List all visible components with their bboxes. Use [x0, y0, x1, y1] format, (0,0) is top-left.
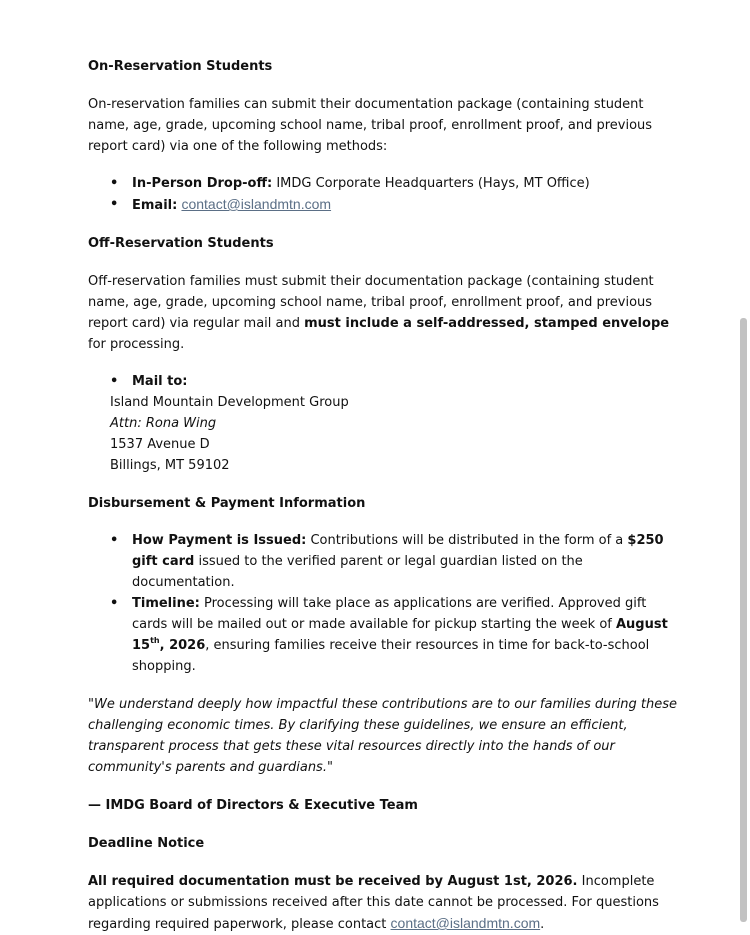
deadline-email-link[interactable]: contact@islandmtn.com — [390, 915, 541, 931]
timeline-date-year: , 2026 — [159, 638, 206, 653]
timeline-date-suffix: th — [150, 636, 160, 645]
address-line-attn: Attn: Rona Wing — [110, 416, 217, 431]
timeline-date-day: August 15 — [132, 617, 668, 653]
off-intro-end: for processing. — [88, 337, 185, 352]
dropoff-item — [88, 173, 678, 194]
dropoff-text: IMDG Corporate Headquarters (Hays, MT Office) — [272, 176, 590, 191]
deadline-heading: Deadline Notice — [88, 836, 205, 851]
scrollbar-thumb[interactable] — [740, 318, 747, 922]
timeline-item — [88, 593, 678, 677]
email-item — [88, 194, 678, 216]
payment-heading: Disbursement & Payment Information — [88, 496, 366, 511]
document-body — [88, 56, 678, 935]
off-reservation-intro — [88, 271, 678, 355]
deadline-statement: All required documentation must be received by August 1st, 2026. — [88, 874, 578, 889]
email-label: Email: — [132, 198, 178, 213]
on-reservation-intro: On-reservation families can submit their documentation package (containing student name, age, grade, upcoming school name, tribal proof, enrollment proof, and previous report card) via one of the following methods: — [88, 97, 653, 154]
dropoff-label: In-Person Drop-off: — [132, 176, 273, 191]
email-link[interactable]: contact@islandmtn.com — [181, 196, 332, 212]
address-line-org: Island Mountain Development Group — [110, 395, 349, 410]
mail-label: Mail to: — [132, 374, 188, 389]
deadline-details: Incomplete applications or submissions received after this date cannot be processed. For questions regarding required paperwork, please contact — [88, 874, 659, 932]
deadline-end: . — [540, 917, 545, 932]
address-line-city: Billings, MT 59102 — [110, 458, 230, 473]
mailing-address — [88, 392, 678, 476]
mail-list — [88, 371, 678, 392]
mail-item — [88, 371, 678, 392]
envelope-requirement: must include a self-addressed, stamped envelope — [304, 316, 670, 331]
timeline-text: Processing will take place as applications are verified. Approved gift cards will be mailed out or made available for pickup starting the week of — [132, 596, 647, 632]
on-reservation-heading: On-Reservation Students — [88, 59, 273, 74]
on-reservation-methods — [88, 173, 678, 216]
timeline-end: , ensuring families receive their resources in time for back-to-school shopping. — [132, 638, 650, 674]
off-intro-text: Off-reservation families must submit their documentation package (containing student name, age, grade, upcoming school name, tribal proof, enrollment proof, and previous report card) via regular mail and — [88, 274, 654, 331]
payment-issued-item — [88, 530, 678, 593]
off-reservation-heading: Off-Reservation Students — [88, 236, 274, 251]
payment-issued-end: issued to the verified parent or legal guardian listed on the documentation. — [132, 554, 583, 590]
payment-issued-text: Contributions will be distributed in the form of a — [306, 533, 628, 548]
payment-issued-label: How Payment is Issued: — [132, 533, 307, 548]
address-line-street: 1537 Avenue D — [110, 437, 210, 452]
board-quote: "We understand deeply how impactful these contributions are to our families during these challenging economic times. By clarifying these guidelines, we ensure an efficient, transparent process that gets these vital resources directly into the hands of our community's parents and guardians." — [88, 697, 678, 775]
quote-signature: — IMDG Board of Directors & Executive Team — [88, 798, 418, 813]
gift-card-amount: $250 gift card — [132, 533, 664, 569]
timeline-label: Timeline: — [132, 596, 200, 611]
payment-list — [88, 530, 678, 677]
deadline-text — [88, 871, 678, 935]
